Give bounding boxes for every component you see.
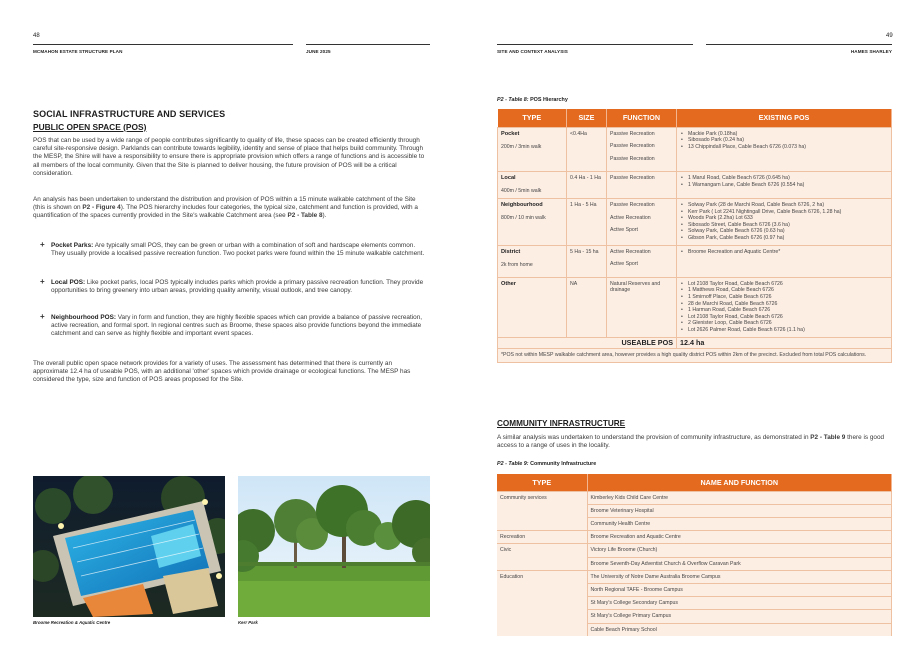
table-row: Cable Beach Primary School	[497, 623, 892, 636]
column-header: TYPE	[498, 109, 567, 127]
usable-pos-value: 12.4 ha	[677, 337, 892, 349]
plus-icon: +	[40, 277, 45, 286]
table-row: Education The University of Notre Dame Australia Broome Campus	[497, 570, 892, 583]
table-row: Recreation Broome Recreation and Aquatic Centre	[497, 531, 892, 544]
pos-hierarchy-table	[497, 109, 892, 363]
column-header: EXISTING POS	[677, 109, 892, 127]
section-title: SOCIAL INFRASTRUCTURE AND SERVICES	[33, 109, 226, 119]
bullet-item: + Pocket Parks: Are typically small POS, they can be green or urban with a combination of soft and hardscape elements common. They usually provide a localised passive recreation function. Two pocket parks were found within the 15 minute walkable catchment.	[40, 240, 425, 258]
table-note: *POS not within MESP walkable catchment area, however provides a high quality district POS within 2km of the precinct. Excluded from total POS calculations.	[498, 349, 892, 363]
community-infrastructure-table	[497, 474, 892, 636]
table-note-row	[498, 349, 892, 363]
table-caption: P2 - Table 8: POS Hierarchy	[497, 97, 568, 103]
photo-caption: Kerr Park	[238, 620, 258, 625]
table-row: Community services Kimberley Kids Child Care Centre	[497, 491, 892, 504]
plus-icon: +	[40, 312, 45, 321]
document-date: JUNE 2025	[306, 44, 430, 54]
plus-icon: +	[40, 240, 45, 249]
table-row: Community Health Centre	[497, 517, 892, 530]
table-row: District 2k from home 5 Ha - 15 ha Active Recreation Active Sport • Broome Recreation and Aquatic Centre*	[498, 245, 892, 277]
figure-reference[interactable]: P2 - Figure 4	[82, 204, 121, 212]
table-caption: P2 - Table 9: Community Infrastructure	[497, 461, 597, 467]
subsection-title: PUBLIC OPEN SPACE (POS)	[33, 122, 147, 132]
column-header: FUNCTION	[607, 109, 677, 127]
table-row: North Regional TAFE - Broome Campus	[497, 583, 892, 596]
aquatic-centre-photo	[33, 476, 225, 617]
table-reference[interactable]: P2 - Table 9	[810, 434, 846, 441]
table-row: Civic Victory Life Broome (Church)	[497, 544, 892, 557]
table-row: Neighbourhood 800m / 10 min walk 1 Ha - 5 Ha Passive Recreation Active Recreation Active Sport • Solway Park (28 de Marchi Road, Cable Beach 6726, 2 ha) • Kerr Park ( Lot 2241 Nightingall Drive, Cable Beach 6726, 1.28 ha) • Woods Park (2.2ha) Lot 633 • Sibosado Street, Cable Beach 6726 (3.6 ha) • Solway Park, Cable Beach 6726 (0.63 ha) • Gibson Park, Cable Beach 6726 (0.97 ha)	[498, 199, 892, 246]
table-row: St Mary's College Primary Campus	[497, 610, 892, 623]
table-row: St Mary's College Secondary Campus	[497, 597, 892, 610]
document-title: MCMAHON ESTATE STRUCTURE PLAN	[33, 44, 293, 54]
table-row: Broome Seventh-Day Adventist Church & Overflow Caravan Park	[497, 557, 892, 570]
paragraph: A similar analysis was undertaken to understand the provision of community infrastructure, as demonstrated in P2 - Table 9 there is good access to a range of uses in the locality.	[497, 434, 885, 450]
column-header: NAME AND FUNCTION	[587, 474, 892, 491]
table-reference[interactable]: P2 - Table 8	[287, 212, 323, 220]
column-header: TYPE	[497, 474, 587, 491]
table-row: Other NA Natural Reserves and drainage • Lot 2108 Taylor Road, Cable Beach 6726 • 1 Matthews Road, Cable Beach 6726 • 1 Smirnoff Place, Cable Beach 6726 • 28 de Marchi Road, Cable Beach 6726 • 1 Harman Road, Cable Beach 6726 • Lot 2108 Taylor Road, Cable Beach 6726 • 2 Glenister Loop, Cable Beach 6726 • Lot 2626 Palmer Road, Cable Beach 6726 (1.1 ha)	[498, 277, 892, 337]
table-row: Broome Veterinary Hospital	[497, 504, 892, 517]
page-number: 49	[886, 33, 893, 39]
section-header: SITE AND CONTEXT ANALYSIS	[497, 44, 693, 54]
paragraph: An analysis has been undertaken to understand the distribution and provision of POS within a 15 minute walkable catchment of the Site (this is shown on P2 - Figure 4). The POS hierarchy includes four categories, the typical size, catchment and function is provided, with a quantification of the spaces currently provided in the Site's walkable Catchment area (see P2 - Table 8).	[33, 196, 418, 220]
kerr-park-photo	[238, 476, 430, 617]
community-infrastructure-title: COMMUNITY INFRASTRUCTURE	[497, 419, 626, 428]
bullet-item: + Neighbourhood POS: Vary in form and function, they are highly flexible spaces which can provide a balance of passive recreation, active recreation, and formal sport. In regional centres such as Broome, these spaces also provide functions beyond the immediate catchment and can serve as highly flexible and important event spaces.	[40, 312, 423, 338]
bullet-item: + Local POS: Like pocket parks, local POS typically includes parks which provide a primary passive recreation function. They provide opportunities to bring greenery into urban areas, providing quality amenity, visual outlook, and tree canopy.	[40, 277, 424, 295]
paragraph: The overall public open space network provides for a variety of uses. The assessment has determined that there is currently an approximate 12.4 ha of useable POS, with an additional 'other' spaces which provide drainage or ecological functions. The MESP has considered the type, size and function of POS areas proposed for the Site.	[33, 360, 411, 384]
usable-pos-row	[498, 337, 892, 349]
publisher-name: HAMES SHARLEY	[706, 44, 892, 54]
page-number: 48	[33, 33, 40, 39]
paragraph: POS that can be used by a wide range of people contributes significantly to quality of life, these spaces can be created efficiently through careful site-responsive design. Parklands can contribute towards legibility, identity and sense of place that helps build community. Through the MESP, the Shire will have a responsibility to ensure there is appropriate provision which offers a range of functions and is accessible to all members of the local community. Given that the Site is planned to deliver housing, the future provision of POS will be a critical consideration.	[33, 137, 425, 177]
photo-caption: Broome Recreation & Aquatic Centre	[33, 620, 111, 625]
column-header: SIZE	[567, 109, 607, 127]
usable-pos-label: USEABLE POS	[498, 337, 677, 349]
table-row: Local 400m / 5min walk 0.4 Ha - 1 Ha Passive Recreation • 1 Marul Road, Cable Beach 6726 (0.645 ha) • 1 Warnangarn Lane, Cable Beach 6726 (0.554 ha)	[498, 172, 892, 199]
table-row: Pocket 200m / 3min walk <0.4Ha Passive Recreation Passive Recreation Passive Recreation • Mackie Park (0.18ha) • Sibosado Park (0.24 ha) • 13 Chippindall Place, Cable Beach 6726 (0.073 ha)	[498, 127, 892, 172]
